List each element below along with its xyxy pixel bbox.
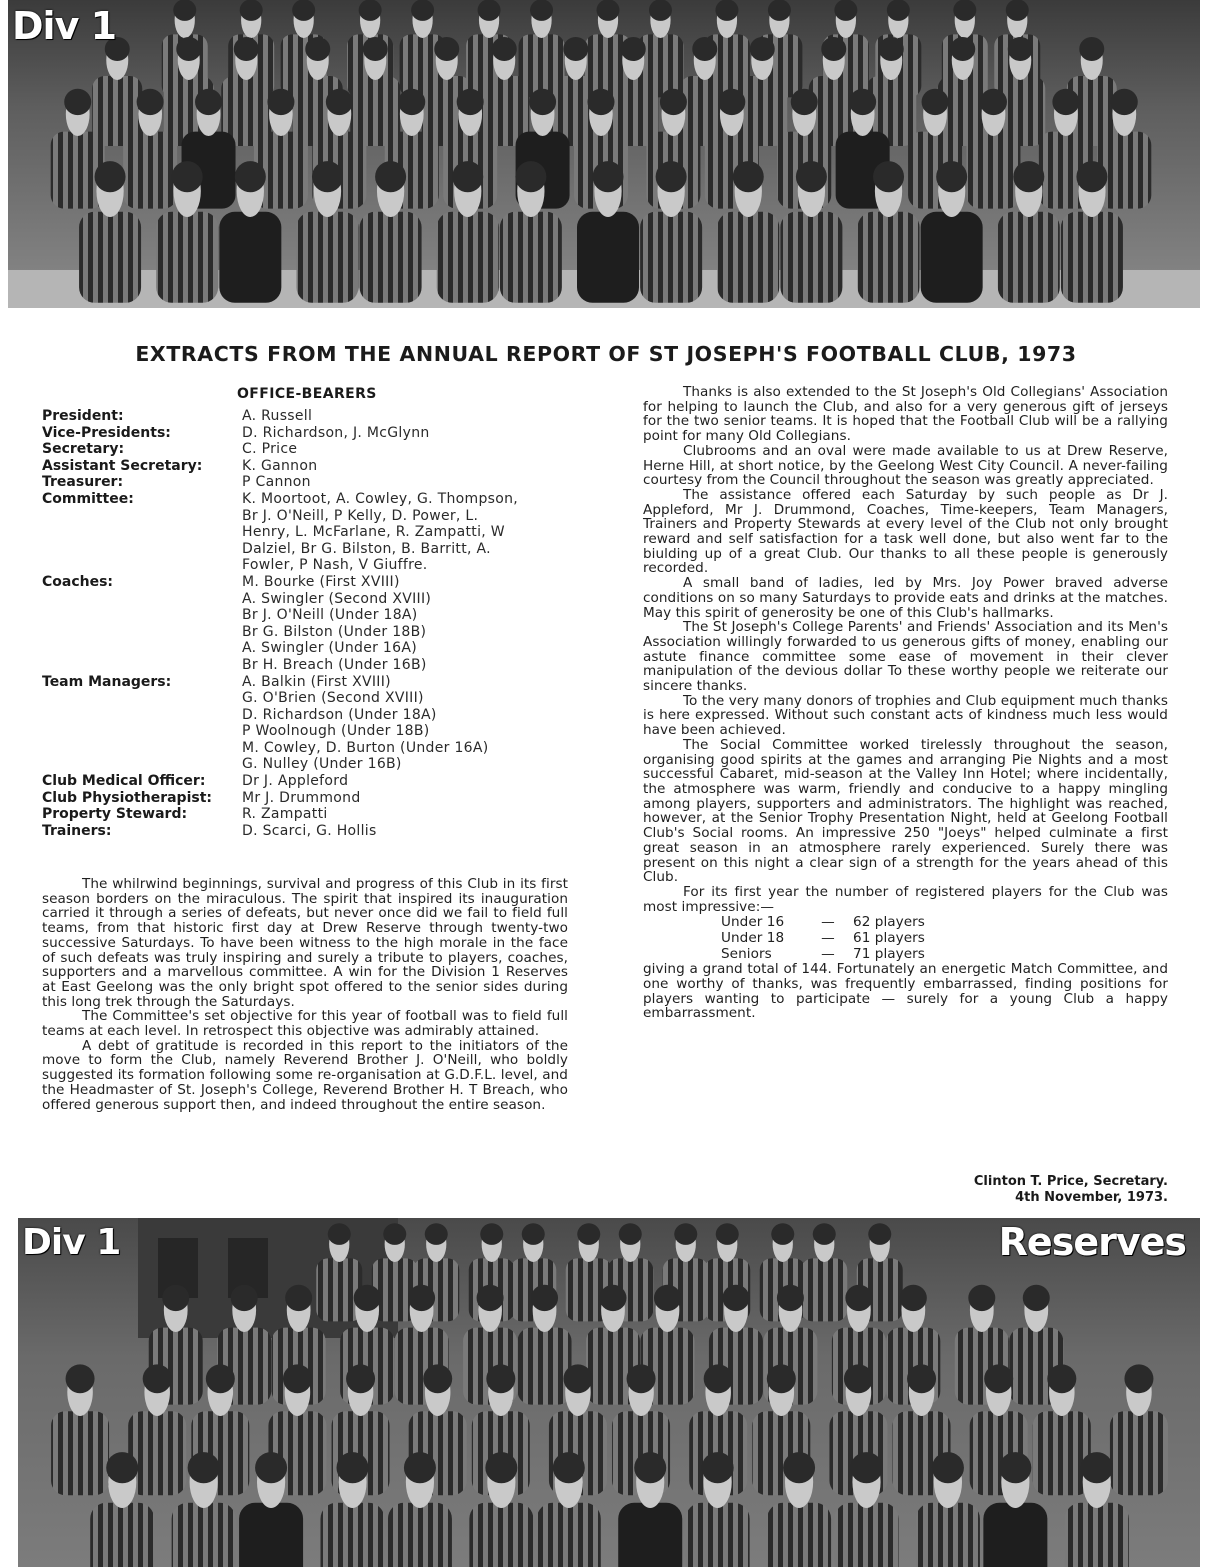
office-bearer-name-line: Mr J. Drummond — [242, 789, 361, 806]
office-bearer-row — [42, 458, 572, 475]
players-row — [721, 946, 1168, 962]
players-count: 71 players — [853, 946, 925, 963]
office-bearer-name-line: D. Richardson, J. McGlynn — [242, 424, 430, 441]
office-bearer-name-line: Br G. Bilston (Under 18B) — [242, 623, 427, 640]
team-photo-reserves-image — [18, 1218, 1200, 1567]
office-bearer-names — [242, 491, 572, 574]
office-bearer-role: Property Steward: — [42, 806, 188, 823]
office-bearer-row — [42, 806, 572, 823]
office-bearer-name-line: A. Russell — [242, 408, 313, 424]
office-bearer-name-line: M. Cowley, D. Burton (Under 16A) — [242, 739, 489, 756]
office-bearer-row — [42, 408, 572, 425]
office-bearer-name-line: Fowler, P Nash, V Giuffre. — [242, 557, 428, 574]
office-bearer-name-line: K. Moortoot, A. Cowley, G. Thompson, — [242, 490, 519, 507]
signature — [974, 1174, 1168, 1205]
closing-paragraph: giving a grand total of 144. Fortunately an energetic Match Committee, and one worthy of thanks, was frequently embarrassed, finding positions for players wanting to participate — surely for a young Club a happy embarrassment. — [643, 961, 1168, 1022]
right-paragraph: The Social Committee worked tirelessly throughout the season, organising good spirits at the games and arranging Pie Nights and a most successful Cabaret, mid-season at the Valley Inn Hotel; where incidentally, the atmosphere was warm, friendly and conducive to a happy mingling among players, supporters and administrators. The highlight was reached, however, at the Senior Trophy Presentation Night, held at Geelong Football Club's Social rooms. An impressive 250 "Joeys" helped culminate a first great season in an atmosphere rarely experienced. Surely there was present on this night a clear sign of a strength for the years ahead of this Club. — [643, 736, 1168, 886]
players-category: Under 18 — [721, 930, 785, 947]
office-bearers-heading: OFFICE-BEARERS — [237, 386, 377, 402]
right-paragraph: Thanks is also extended to the St Joseph's Old Collegians' Association for helping to launch the Club, and also for a very generous gift of jerseys for the two senior teams. It is hoped that the Football Club will be a rallying point for many Old Collegians. — [643, 384, 1168, 445]
right-paragraph: The St Joseph's College Parents' and Friends' Association and its Men's Association willingly forwarded to us generous gifts of money, enabling our astute finance committee some ease of movement in their clever manipulation of the devious dollar To these worthy people we reiterate our sincere thanks. — [643, 619, 1168, 695]
office-bearer-names — [242, 425, 572, 442]
office-bearer-row — [42, 474, 572, 491]
office-bearer-name-line: Br J. O'Neill (Under 18A) — [242, 607, 418, 624]
office-bearer-name-line: G. O'Brien (Second XVIII) — [242, 690, 424, 707]
office-bearer-row — [42, 441, 572, 458]
office-bearer-name-line: C. Price — [242, 441, 298, 458]
office-bearer-role: Assistant Secretary: — [42, 457, 203, 474]
players-category: Under 16 — [721, 914, 785, 931]
office-bearer-name-line: K. Gannon — [242, 457, 318, 474]
team-photo-div1-image — [8, 0, 1200, 308]
office-bearer-name-line: A. Swingler (Second XVIII) — [242, 590, 432, 607]
office-bearer-name-line: D. Scarci, G. Hollis — [242, 822, 377, 839]
office-bearer-name-line: M. Bourke (First XVIII) — [242, 573, 400, 590]
office-bearer-name-line: P Woolnough (Under 18B) — [242, 723, 430, 740]
right-paragraph: To the very many donors of trophies and Club equipment much thanks is here expressed. Without such constant acts of kindness much less would have been achieved. — [643, 692, 1168, 739]
office-bearer-row — [42, 491, 572, 574]
signature-date: 4th November, 1973. — [1015, 1189, 1168, 1205]
office-bearer-name-line: Br H. Breach (Under 16B) — [242, 656, 427, 673]
right-column-text — [643, 385, 1168, 1021]
left-paragraph: The whilrwind beginnings, survival and progress of this Club in its first season borders on the miraculous. The spirit that inspired its inauguration carried it through a series of defeats, but never once did we fail to field full teams, from that historic first day at Drew Reserve through twenty-two successive Saturdays. To have been witness to the high morale in the face of such defeats was truly inspiring and surely a tribute to players, coaches, supporters and a marvellous committee. A win for the Division 1 Reserves at East Geelong was the only bright spot offered to the senior sides during this long trek through the Saturdays. — [42, 876, 568, 1010]
office-bearer-names — [242, 823, 572, 840]
right-paragraph: Clubrooms and an oval were made available to us at Drew Reserve, Herne Hill, at short notice, by the Geelong West City Council. A never-failing courtesy from the Council throughout the season was greatly appreciated. — [643, 442, 1168, 489]
players-count: 62 players — [853, 914, 925, 931]
registered-players-table — [721, 914, 1168, 962]
report-title: EXTRACTS FROM THE ANNUAL REPORT OF ST JOSEPH'S FOOTBALL CLUB, 1973 — [135, 342, 1077, 366]
office-bearer-names — [242, 574, 572, 674]
office-bearer-name-line: Br J. O'Neill, P Kelly, D. Power, L. — [242, 507, 479, 524]
players-category: Seniors — [721, 946, 772, 963]
office-bearer-names — [242, 458, 572, 475]
office-bearer-name-line: G. Nulley (Under 16B) — [242, 756, 402, 773]
office-bearer-name-line: A. Balkin (First XVIII) — [242, 673, 391, 690]
office-bearer-role: Club Physiotherapist: — [42, 789, 212, 806]
left-column-text — [42, 877, 568, 1112]
team-photo-div1-reserves — [18, 1218, 1200, 1567]
office-bearer-role: President: — [42, 408, 124, 424]
office-bearer-role: Committee: — [42, 490, 134, 507]
right-paragraph: For its first year the number of registered players for the Club was most impressive:— — [643, 883, 1168, 915]
right-paragraph: The assistance offered each Saturday by such people as Dr J. Appleford, Mr J. Drummond, Coaches, Time-keepers, Team Managers, Trainers and Property Stewards at every level of the Club not only brought reward and self satisfaction for a task well done, but also went far to the biulding up of a great Club. Our thanks to all these people is generously recorded. — [643, 486, 1168, 577]
office-bearer-names — [242, 773, 572, 790]
office-bearer-names — [242, 806, 572, 823]
office-bearer-role: Treasurer: — [42, 474, 124, 491]
right-paragraph: A small band of ladies, led by Mrs. Joy Power braved adverse conditions on so many Saturdays to provide eats and drinks at the matches. May this spirit of generosity be one of this Club's hallmarks. — [643, 575, 1168, 621]
office-bearer-role: Team Managers: — [42, 673, 172, 690]
office-bearer-names — [242, 474, 572, 491]
office-bearer-role: Secretary: — [42, 441, 125, 458]
players-row — [721, 930, 1168, 946]
office-bearer-names — [242, 674, 572, 774]
office-bearer-name-line: Henry, L. McFarlane, R. Zampatti, W — [242, 524, 505, 541]
office-bearer-role: Vice-Presidents: — [42, 424, 171, 441]
office-bearer-name-line: R. Zampatti — [242, 806, 328, 823]
office-bearer-row — [42, 823, 572, 840]
office-bearer-names — [242, 408, 572, 425]
team-photo-div1 — [8, 0, 1200, 308]
office-bearer-names — [242, 441, 572, 458]
office-bearer-row — [42, 574, 572, 674]
office-bearers-list — [42, 408, 572, 839]
office-bearer-name-line: D. Richardson (Under 18A) — [242, 706, 437, 723]
players-row — [721, 914, 1168, 930]
players-dash: — — [821, 946, 835, 963]
left-paragraph: A debt of gratitude is recorded in this report to the initiators of the move to form the Club, namely Reverend Brother J. O'Neill, who boldly suggested its formation following some re-organisation at G.D.F.L. level, and the Headmaster of St. Joseph's College, Reverend Brother H. T Breach, who offered generous support then, and indeed throughout the entire season. — [42, 1037, 568, 1113]
office-bearer-role: Trainers: — [42, 822, 112, 839]
players-dash: — — [821, 914, 835, 931]
left-paragraph: The Committee's set objective for this year of football was to field full teams at each level. In retrospect this objective was admirably attained. — [42, 1008, 568, 1040]
office-bearer-name-line: A. Swingler (Under 16A) — [242, 640, 417, 657]
office-bearer-name-line: Dalziel, Br G. Bilston, B. Barritt, A. — [242, 540, 491, 557]
div1-label: Div 1 — [12, 4, 117, 48]
office-bearer-names — [242, 790, 572, 807]
div1-reserves-label-left: Div 1 — [22, 1222, 121, 1263]
office-bearer-name-line: P Cannon — [242, 474, 311, 491]
office-bearer-role: Club Medical Officer: — [42, 773, 206, 790]
office-bearer-name-line: Dr J. Appleford — [242, 773, 349, 790]
office-bearer-row — [42, 425, 572, 442]
office-bearer-row — [42, 790, 572, 807]
office-bearer-row — [42, 773, 572, 790]
office-bearer-row — [42, 674, 572, 774]
players-dash: — — [821, 930, 835, 947]
reserves-label: Reserves — [998, 1220, 1186, 1264]
signature-name: Clinton T. Price, Secretary. — [973, 1174, 1168, 1189]
players-count: 61 players — [853, 930, 925, 947]
office-bearer-role: Coaches: — [42, 573, 114, 590]
